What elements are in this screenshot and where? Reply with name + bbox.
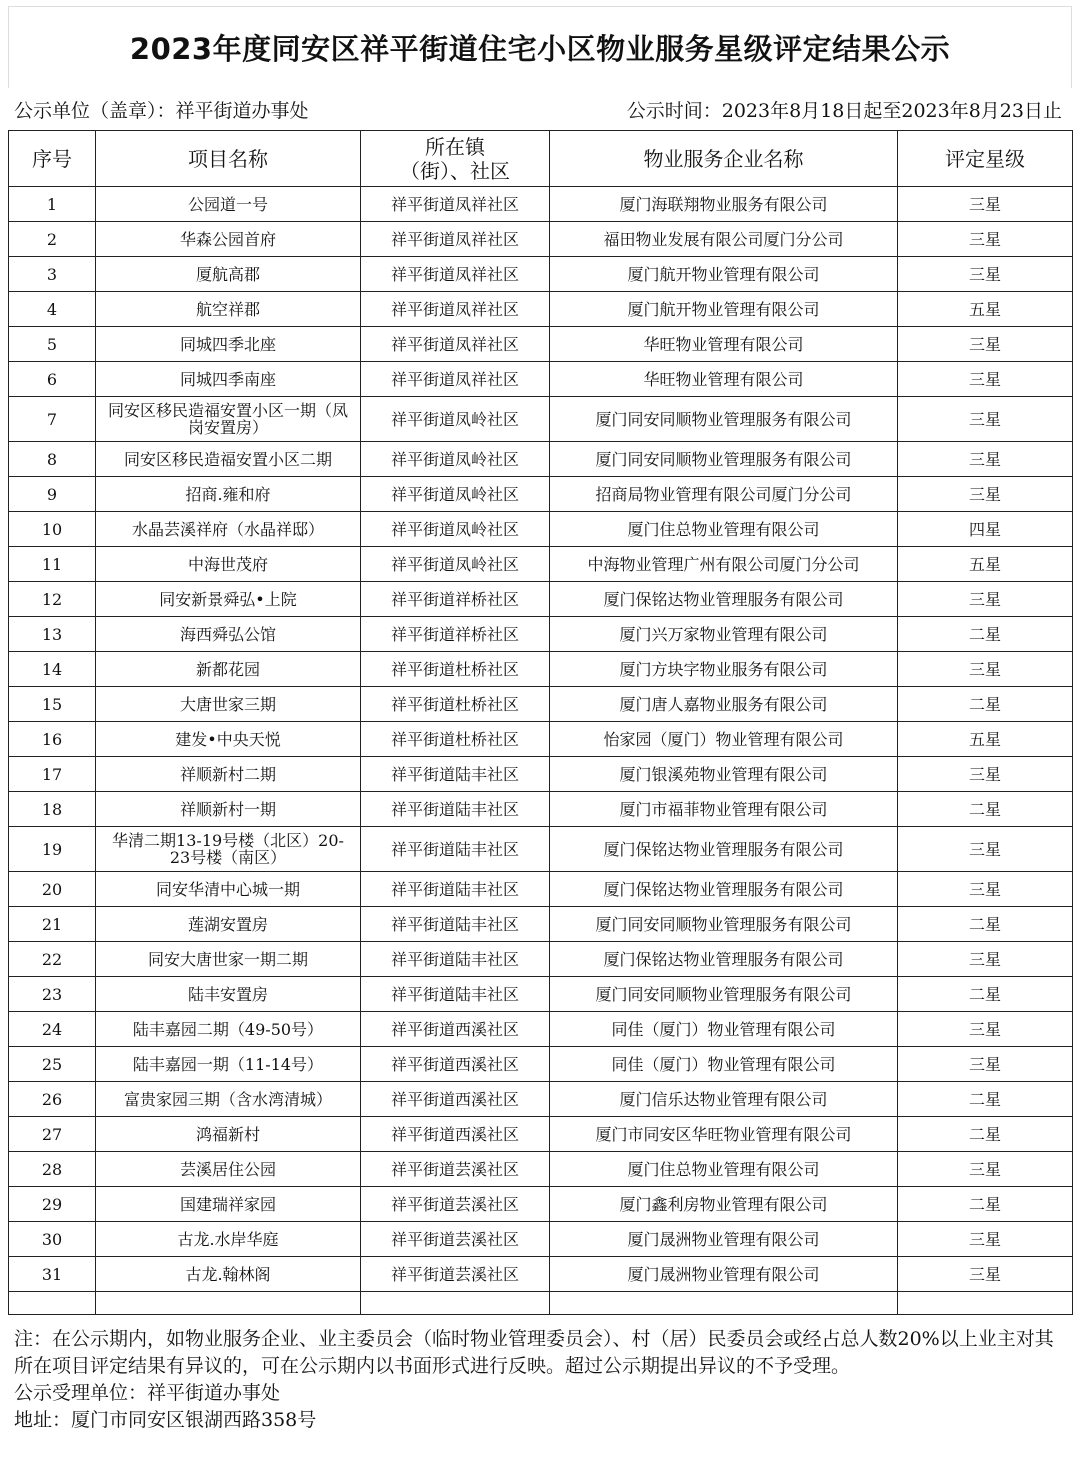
row-index: 8 xyxy=(9,442,96,477)
row-company: 华旺物业管理有限公司 xyxy=(550,327,898,362)
spacer-cell xyxy=(9,1292,96,1315)
row-location: 祥平街道陆丰社区 xyxy=(361,907,550,942)
table-row xyxy=(9,652,1073,687)
row-rating: 二星 xyxy=(898,1117,1073,1152)
row-index: 2 xyxy=(9,222,96,257)
row-index: 15 xyxy=(9,687,96,722)
table-body xyxy=(9,187,1073,1315)
header-company: 物业服务企业名称 xyxy=(550,131,898,187)
row-rating: 三星 xyxy=(898,187,1073,222)
table-row xyxy=(9,1082,1073,1117)
header-project-name: 项目名称 xyxy=(96,131,361,187)
table-spacer-row xyxy=(9,1292,1073,1315)
row-company: 厦门晟洲物业管理有限公司 xyxy=(550,1222,898,1257)
row-company: 厦门市同安区华旺物业管理有限公司 xyxy=(550,1117,898,1152)
row-project-name: 华森公园首府 xyxy=(96,222,361,257)
row-index: 20 xyxy=(9,872,96,907)
row-rating: 二星 xyxy=(898,687,1073,722)
header-index: 序号 xyxy=(9,131,96,187)
table-row xyxy=(9,582,1073,617)
row-company: 厦门保铭达物业管理服务有限公司 xyxy=(550,942,898,977)
row-rating: 三星 xyxy=(898,582,1073,617)
spacer-cell xyxy=(550,1292,898,1315)
row-company: 厦门方块字物业服务有限公司 xyxy=(550,652,898,687)
table-row xyxy=(9,757,1073,792)
row-rating: 三星 xyxy=(898,1047,1073,1082)
table-row xyxy=(9,442,1073,477)
row-company: 厦门鑫利房物业管理有限公司 xyxy=(550,1187,898,1222)
row-project-name: 海西舜弘公馆 xyxy=(96,617,361,652)
table-row xyxy=(9,397,1073,442)
row-location: 祥平街道凤祥社区 xyxy=(361,187,550,222)
table-row xyxy=(9,722,1073,757)
table-row xyxy=(9,1012,1073,1047)
row-index: 27 xyxy=(9,1117,96,1152)
row-index: 7 xyxy=(9,397,96,442)
row-project-name: 公园道一号 xyxy=(96,187,361,222)
table-row xyxy=(9,512,1073,547)
row-index: 18 xyxy=(9,792,96,827)
row-project-name: 招商.雍和府 xyxy=(96,477,361,512)
row-rating: 五星 xyxy=(898,547,1073,582)
row-index: 10 xyxy=(9,512,96,547)
row-rating: 三星 xyxy=(898,257,1073,292)
row-rating: 二星 xyxy=(898,907,1073,942)
table-row xyxy=(9,222,1073,257)
row-company: 怡家园（厦门）物业管理有限公司 xyxy=(550,722,898,757)
row-project-name: 莲湖安置房 xyxy=(96,907,361,942)
row-location: 祥平街道凤岭社区 xyxy=(361,512,550,547)
row-project-name: 祥顺新村二期 xyxy=(96,757,361,792)
row-project-name: 芸溪居住公园 xyxy=(96,1152,361,1187)
row-company: 福田物业发展有限公司厦门分公司 xyxy=(550,222,898,257)
table-row xyxy=(9,1187,1073,1222)
table-row xyxy=(9,1222,1073,1257)
row-location: 祥平街道凤祥社区 xyxy=(361,257,550,292)
row-project-name: 同安新景舜弘•上院 xyxy=(96,582,361,617)
row-project-name: 陆丰安置房 xyxy=(96,977,361,1012)
row-project-name: 陆丰嘉园二期（49-50号） xyxy=(96,1012,361,1047)
row-location: 祥平街道西溪社区 xyxy=(361,1047,550,1082)
row-company: 厦门信乐达物业管理有限公司 xyxy=(550,1082,898,1117)
office-text: 公示受理单位：祥平街道办事处 xyxy=(14,1382,281,1404)
row-company: 厦门唐人嘉物业服务有限公司 xyxy=(550,687,898,722)
address-text: 地址：厦门市同安区银湖西路358号 xyxy=(14,1409,317,1431)
row-company: 厦门住总物业管理有限公司 xyxy=(550,1152,898,1187)
row-project-name: 建发•中央天悦 xyxy=(96,722,361,757)
row-project-name: 新都花园 xyxy=(96,652,361,687)
row-index: 3 xyxy=(9,257,96,292)
row-rating: 二星 xyxy=(898,1082,1073,1117)
row-location: 祥平街道陆丰社区 xyxy=(361,757,550,792)
row-company: 同佳（厦门）物业管理有限公司 xyxy=(550,1047,898,1082)
row-rating: 三星 xyxy=(898,1152,1073,1187)
row-project-name: 同安区移民造福安置小区一期（凤岗安置房） xyxy=(96,397,361,442)
row-index: 16 xyxy=(9,722,96,757)
row-project-name: 祥顺新村一期 xyxy=(96,792,361,827)
row-rating: 三星 xyxy=(898,872,1073,907)
meta-row xyxy=(8,90,1072,128)
row-index: 30 xyxy=(9,1222,96,1257)
row-rating: 三星 xyxy=(898,1222,1073,1257)
row-index: 13 xyxy=(9,617,96,652)
row-rating: 三星 xyxy=(898,477,1073,512)
row-project-name: 古龙.水岸华庭 xyxy=(96,1222,361,1257)
row-project-name: 水晶芸溪祥府（水晶祥邸） xyxy=(96,512,361,547)
row-location: 祥平街道陆丰社区 xyxy=(361,827,550,872)
header-rating: 评定星级 xyxy=(898,131,1073,187)
row-location: 祥平街道杜桥社区 xyxy=(361,722,550,757)
row-project-name: 华清二期13-19号楼（北区）20-23号楼（南区） xyxy=(96,827,361,872)
row-location: 祥平街道陆丰社区 xyxy=(361,942,550,977)
row-rating: 三星 xyxy=(898,827,1073,872)
row-company: 厦门保铭达物业管理服务有限公司 xyxy=(550,582,898,617)
row-company: 厦门同安同顺物业管理服务有限公司 xyxy=(550,977,898,1012)
row-rating: 三星 xyxy=(898,362,1073,397)
row-company: 华旺物业管理有限公司 xyxy=(550,362,898,397)
row-project-name: 中海世茂府 xyxy=(96,547,361,582)
row-index: 17 xyxy=(9,757,96,792)
row-company: 厦门市福菲物业管理有限公司 xyxy=(550,792,898,827)
spacer-cell xyxy=(898,1292,1073,1315)
row-project-name: 古龙.翰林阁 xyxy=(96,1257,361,1292)
row-rating: 二星 xyxy=(898,977,1073,1012)
table-row xyxy=(9,1047,1073,1082)
row-location: 祥平街道祥桥社区 xyxy=(361,582,550,617)
spacer-cell xyxy=(96,1292,361,1315)
row-index: 22 xyxy=(9,942,96,977)
table-row xyxy=(9,1257,1073,1292)
row-index: 26 xyxy=(9,1082,96,1117)
title-bar xyxy=(8,6,1072,88)
page-title: 2023年度同安区祥平街道住宅小区物业服务星级评定结果公示 xyxy=(129,32,951,66)
row-project-name: 同安区移民造福安置小区二期 xyxy=(96,442,361,477)
row-location: 祥平街道西溪社区 xyxy=(361,1012,550,1047)
row-index: 25 xyxy=(9,1047,96,1082)
table-row xyxy=(9,477,1073,512)
table-row xyxy=(9,362,1073,397)
row-rating: 二星 xyxy=(898,1187,1073,1222)
row-project-name: 同城四季北座 xyxy=(96,327,361,362)
table-row xyxy=(9,977,1073,1012)
row-company: 厦门航开物业管理有限公司 xyxy=(550,292,898,327)
table-row xyxy=(9,292,1073,327)
row-project-name: 鸿福新村 xyxy=(96,1117,361,1152)
row-location: 祥平街道杜桥社区 xyxy=(361,652,550,687)
row-index: 12 xyxy=(9,582,96,617)
row-location: 祥平街道凤岭社区 xyxy=(361,397,550,442)
row-project-name: 国建瑞祥家园 xyxy=(96,1187,361,1222)
row-index: 28 xyxy=(9,1152,96,1187)
row-index: 19 xyxy=(9,827,96,872)
table-row xyxy=(9,327,1073,362)
table-row xyxy=(9,257,1073,292)
row-location: 祥平街道杜桥社区 xyxy=(361,687,550,722)
row-company: 厦门兴万家物业管理有限公司 xyxy=(550,617,898,652)
row-index: 23 xyxy=(9,977,96,1012)
row-company: 厦门海联翔物业服务有限公司 xyxy=(550,187,898,222)
row-project-name: 富贵家园三期（含水湾清城） xyxy=(96,1082,361,1117)
row-index: 6 xyxy=(9,362,96,397)
table-row xyxy=(9,942,1073,977)
row-index: 14 xyxy=(9,652,96,687)
row-company: 厦门住总物业管理有限公司 xyxy=(550,512,898,547)
row-rating: 四星 xyxy=(898,512,1073,547)
row-project-name: 同安大唐世家一期二期 xyxy=(96,942,361,977)
row-rating: 三星 xyxy=(898,1257,1073,1292)
row-project-name: 同安华清中心城一期 xyxy=(96,872,361,907)
row-project-name: 陆丰嘉园一期（11-14号） xyxy=(96,1047,361,1082)
publish-period: 公示时间：2023年8月18日起至2023年8月23日止 xyxy=(626,99,1062,122)
note-text: 注：在公示期内，如物业服务企业、业主委员会（临时物业管理委员会）、村（居）民委员会或经占总人数20%以上业主对其所在项目评定结果有异议的，可在公示期内以书面形式进行反映。超过公示期提出异议的不予受理。 xyxy=(14,1328,1054,1377)
row-location: 祥平街道凤祥社区 xyxy=(361,362,550,397)
row-rating: 三星 xyxy=(898,442,1073,477)
row-location: 祥平街道芸溪社区 xyxy=(361,1187,550,1222)
row-location: 祥平街道西溪社区 xyxy=(361,1117,550,1152)
row-company: 厦门航开物业管理有限公司 xyxy=(550,257,898,292)
table-row xyxy=(9,827,1073,872)
row-index: 11 xyxy=(9,547,96,582)
table-row xyxy=(9,187,1073,222)
row-index: 24 xyxy=(9,1012,96,1047)
publisher-unit: 公示单位（盖章）：祥平街道办事处 xyxy=(14,99,309,122)
row-index: 31 xyxy=(9,1257,96,1292)
table-row xyxy=(9,872,1073,907)
row-rating: 三星 xyxy=(898,942,1073,977)
row-company: 厦门同安同顺物业管理服务有限公司 xyxy=(550,442,898,477)
row-location: 祥平街道陆丰社区 xyxy=(361,872,550,907)
row-rating: 二星 xyxy=(898,792,1073,827)
table-row xyxy=(9,792,1073,827)
row-rating: 二星 xyxy=(898,617,1073,652)
row-location: 祥平街道芸溪社区 xyxy=(361,1257,550,1292)
row-index: 4 xyxy=(9,292,96,327)
notes-section xyxy=(8,1322,1072,1438)
row-company: 招商局物业管理有限公司厦门分公司 xyxy=(550,477,898,512)
spacer-cell xyxy=(361,1292,550,1315)
row-project-name: 厦航高郡 xyxy=(96,257,361,292)
row-company: 厦门银溪苑物业管理有限公司 xyxy=(550,757,898,792)
row-company: 厦门保铭达物业管理服务有限公司 xyxy=(550,827,898,872)
row-index: 9 xyxy=(9,477,96,512)
row-rating: 三星 xyxy=(898,397,1073,442)
table-header-row xyxy=(9,131,1073,187)
row-company: 同佳（厦门）物业管理有限公司 xyxy=(550,1012,898,1047)
row-rating: 三星 xyxy=(898,327,1073,362)
table-row xyxy=(9,617,1073,652)
row-location: 祥平街道凤岭社区 xyxy=(361,547,550,582)
row-rating: 三星 xyxy=(898,222,1073,257)
row-rating: 三星 xyxy=(898,652,1073,687)
row-company: 厦门同安同顺物业管理服务有限公司 xyxy=(550,907,898,942)
row-project-name: 大唐世家三期 xyxy=(96,687,361,722)
table-row xyxy=(9,687,1073,722)
results-table xyxy=(8,130,1073,1315)
row-location: 祥平街道祥桥社区 xyxy=(361,617,550,652)
row-company: 厦门同安同顺物业管理服务有限公司 xyxy=(550,397,898,442)
row-index: 5 xyxy=(9,327,96,362)
table-row xyxy=(9,1117,1073,1152)
row-project-name: 同城四季南座 xyxy=(96,362,361,397)
row-location: 祥平街道凤岭社区 xyxy=(361,477,550,512)
row-project-name: 航空祥郡 xyxy=(96,292,361,327)
table-row xyxy=(9,907,1073,942)
row-location: 祥平街道西溪社区 xyxy=(361,1082,550,1117)
row-location: 祥平街道陆丰社区 xyxy=(361,792,550,827)
table-row xyxy=(9,547,1073,582)
row-index: 1 xyxy=(9,187,96,222)
row-company: 厦门晟洲物业管理有限公司 xyxy=(550,1257,898,1292)
row-location: 祥平街道芸溪社区 xyxy=(361,1222,550,1257)
row-company: 中海物业管理广州有限公司厦门分公司 xyxy=(550,547,898,582)
row-company: 厦门保铭达物业管理服务有限公司 xyxy=(550,872,898,907)
table-row xyxy=(9,1152,1073,1187)
row-location: 祥平街道凤祥社区 xyxy=(361,327,550,362)
row-location: 祥平街道芸溪社区 xyxy=(361,1152,550,1187)
row-rating: 五星 xyxy=(898,292,1073,327)
row-index: 21 xyxy=(9,907,96,942)
row-rating: 五星 xyxy=(898,722,1073,757)
header-location: 所在镇（街）、社区 xyxy=(361,131,550,187)
row-location: 祥平街道凤祥社区 xyxy=(361,222,550,257)
row-rating: 三星 xyxy=(898,1012,1073,1047)
row-location: 祥平街道陆丰社区 xyxy=(361,977,550,1012)
row-index: 29 xyxy=(9,1187,96,1222)
row-location: 祥平街道凤岭社区 xyxy=(361,442,550,477)
row-rating: 三星 xyxy=(898,757,1073,792)
row-location: 祥平街道凤祥社区 xyxy=(361,292,550,327)
